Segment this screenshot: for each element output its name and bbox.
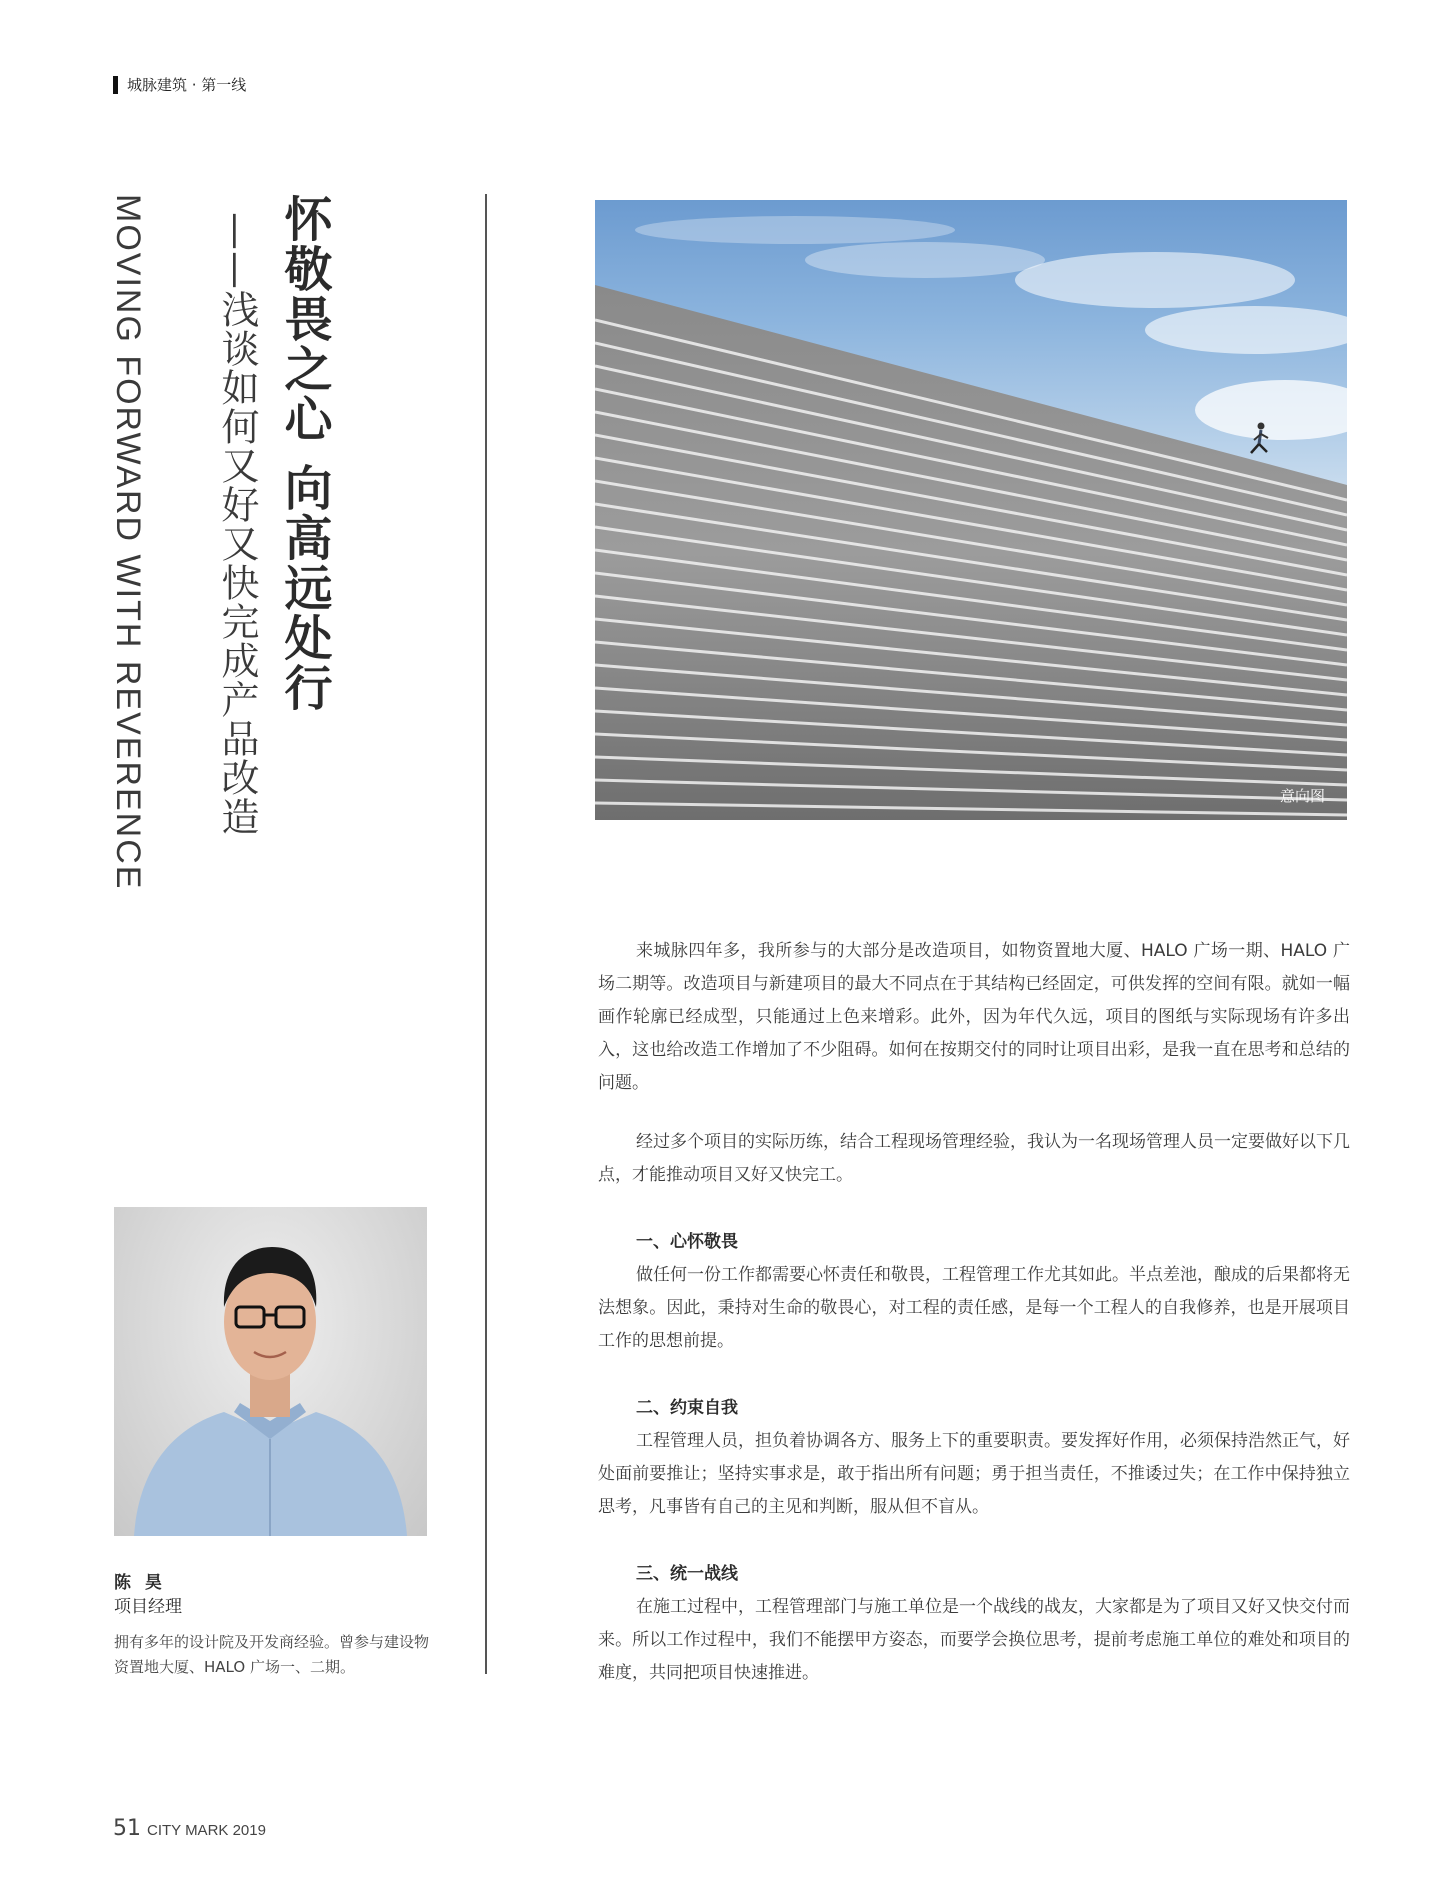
- section-tag: [113, 74, 246, 95]
- article-subtitle: ——浅谈如何又好又快完成产品改造: [215, 212, 259, 836]
- body-paragraph: 来城脉四年多，我所参与的大部分是改造项目，如物资置地大厦、HALO 广场一期、HALO 广场二期等。改造项目与新建项目的最大不同点在于其结构已经固定，可供发挥的空间有限。就如一幅画作轮廓已经成型，只能通过上色来增彩。此外，因为年代久远，项目的图纸与实际现场有许多出入，这也给改造工作增加了不少阻碍。如何在按期交付的同时让项目出彩，是我一直在思考和总结的问题。: [598, 941, 1350, 1093]
- section-label: 城脉建筑 · 第一线: [127, 76, 247, 94]
- author-photo: [114, 1207, 427, 1536]
- article-body: [598, 935, 1350, 1690]
- author-role: 项目经理: [114, 1597, 182, 1617]
- section-heading: 一、心怀敬畏: [636, 1232, 738, 1252]
- author-bio: 拥有多年的设计院及开发商经验。曾参与建设物资置地大厦、HALO 广场一、二期。: [114, 1633, 430, 1676]
- author-portrait: [114, 1207, 427, 1536]
- section-heading: 二、约束自我: [636, 1398, 738, 1418]
- body-paragraph: 做任何一份工作都需要心怀责任和敬畏，工程管理工作尤其如此。半点差池，酿成的后果都将无法想象。因此，秉持对生命的敬畏心，对工程的责任感，是每一个工程人的自我修养，也是开展项目工作的思想前提。: [598, 1265, 1350, 1351]
- section-heading: 三、统一战线: [636, 1564, 738, 1584]
- stairs-illustration: [595, 200, 1347, 820]
- column-divider: [485, 194, 487, 1674]
- author-name: 陈 昊: [114, 1573, 166, 1593]
- hero-image: [595, 200, 1347, 820]
- body-paragraph: 工程管理人员，担负着协调各方、服务上下的重要职责。要发挥好作用，必须保持浩然正气，好处面前要推让；坚持实事求是，敢于指出所有问题；勇于担当责任，不推诿过失；在工作中保持独立思考，凡事皆有自己的主见和判断，服从但不盲从。: [598, 1431, 1350, 1517]
- section-marker-bar: [113, 76, 118, 94]
- article-title: 怀敬畏之心 向高远处行: [276, 194, 332, 713]
- image-caption: 意向图: [1279, 787, 1325, 805]
- publication-name: CITY MARK 2019: [147, 1822, 266, 1839]
- page-footer: [113, 1816, 266, 1841]
- body-paragraph: 在施工过程中，工程管理部门与施工单位是一个战线的战友，大家都是为了项目又好又快交付而来。所以工作过程中，我们不能摆甲方姿态，而要学会换位思考，提前考虑施工单位的难处和项目的难度，共同把项目快速推进。: [598, 1597, 1350, 1683]
- page-number: 51: [113, 1816, 141, 1841]
- body-paragraph: 经过多个项目的实际历练，结合工程现场管理经验，我认为一名现场管理人员一定要做好以下几点，才能推动项目又好又快完工。: [598, 1132, 1350, 1185]
- article-english-title: MOVING FORWARD WITH REVERENCE: [109, 194, 147, 891]
